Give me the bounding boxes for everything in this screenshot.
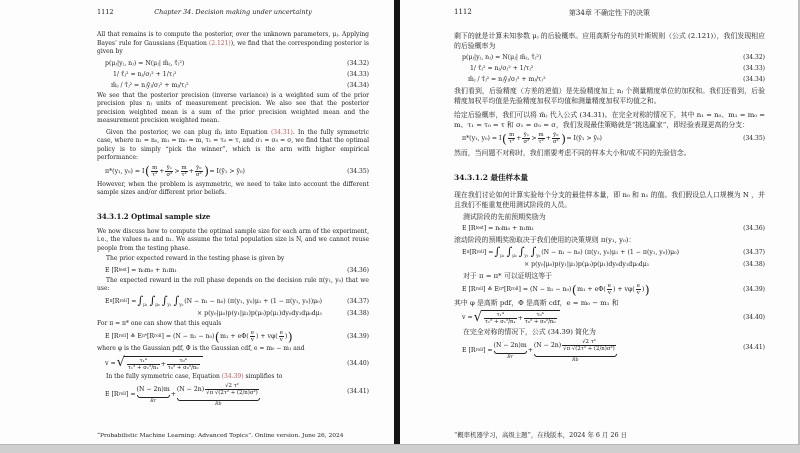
text-run: + xyxy=(527,347,533,355)
text-run: 对于 π = π* 可以证明这等于 xyxy=(463,272,553,281)
fraction: $\frac{\text{τ₁⁴}}{\text{τ₁² + σ₁²/n₁}}$ xyxy=(127,357,159,371)
equation-row xyxy=(97,70,369,79)
subscript: test xyxy=(118,267,127,273)
fraction: $\frac{e}{v}$ xyxy=(279,330,283,344)
equation-number: (34.33) xyxy=(743,65,765,72)
paragraph xyxy=(454,235,765,245)
equation-number: (34.41) xyxy=(743,344,765,352)
equation-row xyxy=(97,266,369,275)
text-run: where φ is the Gaussian pdf, Φ is the Gaussian cdf, e = m₀ − m₁ and xyxy=(97,345,305,353)
page-header xyxy=(454,8,765,17)
text-run: = I(ȳ₁ > ȳ₀) xyxy=(566,135,602,142)
text-run: + xyxy=(188,167,194,175)
text-run: ] ≜ E xyxy=(482,286,500,294)
text-run: ] = xyxy=(125,391,136,399)
section-heading: 34.3.1.2 最佳样本量 xyxy=(454,173,529,182)
subscript: test xyxy=(475,226,484,231)
book-footer: “概率机器学习，高级主题”，在线版本，2024 年 6 月 26 日 xyxy=(454,431,627,439)
book-footer: “Probabilistic Machine Learning: Advanced Topics”. Online version. June 26, 2024 xyxy=(97,433,344,439)
text-run: v = xyxy=(462,314,473,322)
integral-sign: $\int_{\mu_0}$ xyxy=(506,245,517,259)
equation-number: (34.35) xyxy=(347,167,369,175)
text-run: 现在我们讨论如何计算实验每个分支的最佳样本量，即 n₀ 和 n₁ 的值。我们假设总人口规模为 N ，并且我们不能重复使用测试阶段的人员。 xyxy=(454,191,765,209)
text-run: E [R xyxy=(462,225,476,232)
paragraph xyxy=(97,92,369,126)
subscript: roll xyxy=(119,298,127,304)
paragraph xyxy=(97,228,369,254)
big-paren: ) xyxy=(644,282,650,297)
text-run: All that remains is to compute the posterior, over the unknown parameters, μⱼ. Applying Bayes’ rule for Gaussians (Equation xyxy=(97,31,369,47)
equation xyxy=(462,339,618,363)
fraction: $\frac{\text{τ₀⁴}}{\text{τ₀² + σ₀²/n₀}}$ xyxy=(167,357,199,371)
underbrace-group xyxy=(137,386,170,404)
equation-row xyxy=(454,247,765,258)
underbrace xyxy=(534,354,617,358)
text-run: v = xyxy=(105,359,116,367)
big-paren: ( xyxy=(144,164,150,178)
equation-number: (34.32) xyxy=(743,54,765,61)
integral-sign: $\int_{y_0}$ xyxy=(173,293,184,307)
text-run: m̂ⱼ / τ̂ⱼ² = nⱼȳⱼ/σⱼ² + mⱼ/τⱼ² xyxy=(468,76,546,83)
text-run: (N − n₁ − n₀) (π(y₁, y₀)μ₁ + (1 − π(y₁, y₀))μ₀) xyxy=(541,249,680,257)
fraction: $\frac{m}{\text{τ²}}$ xyxy=(152,164,158,178)
text-run: E [R xyxy=(462,286,476,294)
text-run: + xyxy=(170,391,176,399)
equation xyxy=(105,293,323,307)
equation-number: (34.35) xyxy=(743,135,765,142)
equation-number: (34.36) xyxy=(347,266,369,274)
equation xyxy=(470,65,533,72)
equation xyxy=(105,356,204,371)
text-run: ) + vφ( xyxy=(612,286,635,294)
text-run: 其中 φ 是高斯 pdf，Φ 是高斯 cdf，e = m₀ − m₁ 和 xyxy=(454,299,619,308)
underbrace-group xyxy=(534,339,617,363)
equation-number: (34.38) xyxy=(743,261,765,269)
text-run: We see that the posterior precision (inverse variance) is a weighted sum of the prior precision plus nⱼ units of measurement precision. We also see that the posterior precision weighted mean is a sum of the prior precision weighted mean and the measurement precision weighted mean. xyxy=(97,91,369,124)
subscript: roll xyxy=(476,250,484,256)
text-run: 然而，当问题不对称时，我们需要考虑不同的样本大小和/或不同的先验信念。 xyxy=(454,149,691,157)
equation-number: (34.39) xyxy=(347,333,369,341)
text-run: E [R xyxy=(105,333,119,341)
equation-number: (34.38) xyxy=(347,309,369,317)
text-run: [R xyxy=(112,297,120,305)
paragraph xyxy=(97,345,369,354)
underbrace xyxy=(494,351,527,355)
text-run: + xyxy=(159,167,165,175)
equation-number: (34.36) xyxy=(743,225,765,232)
big-paren: ( xyxy=(571,282,577,297)
equation-number: (34.39) xyxy=(743,286,765,294)
equation-row xyxy=(454,283,765,296)
underbrace-label: Rb xyxy=(215,401,222,407)
text-run: [R xyxy=(504,286,512,294)
text-run: The expected reward in the roll phase depends on the decision rule π(y₁, y₀) that we use: xyxy=(97,276,369,292)
fraction: $\frac{\text{ȳ₁}}{\text{σ²}}$ xyxy=(523,132,530,145)
fraction: $\frac{e}{v}$ xyxy=(636,283,640,297)
paragraph xyxy=(454,271,765,281)
equation xyxy=(105,267,177,274)
text-run: × p(y₀|μ₀)p(y₁|μ₁)p(μ₀)p(μ₁)dy₀dy₁dμ₀dμ₁ xyxy=(524,261,650,269)
equation xyxy=(462,247,679,258)
integral-sign: $\int_{\mu_1}$ xyxy=(494,245,505,259)
text-run: ] = xyxy=(126,297,137,305)
text-run: + xyxy=(160,360,166,368)
equation-row xyxy=(454,53,765,62)
equation xyxy=(113,71,176,78)
text-run: + xyxy=(516,135,522,142)
underbrace-group xyxy=(177,383,260,407)
radical: √ $\frac{\text{τ₁⁴}}{\text{τ₁² + σ₁²/n₁}}$ + $\frac{\text{τ₀⁴}}{\text{τ₀² + σ₀²/n₀}}$ xyxy=(474,310,560,325)
underbrace-group xyxy=(494,342,527,360)
text-run: The prior expected reward in the testing phase is given by xyxy=(106,255,285,262)
underbrace xyxy=(137,395,170,399)
equation-row xyxy=(97,330,369,343)
subscript: roll xyxy=(118,334,126,340)
equation-row xyxy=(454,260,765,269)
fraction: $\frac{\text{ȳ₀}}{\text{σ²}}$ xyxy=(552,132,559,145)
paragraph xyxy=(97,31,369,57)
text-run: [R xyxy=(469,249,477,257)
text-run: (N − n₁ − n₀) (π(y₁, y₀)μ₁ + (1 − π(y₁, y₀))μ₀) xyxy=(184,297,323,305)
equation xyxy=(462,283,650,296)
fraction: $\frac{\text{√2 τ²}}{\text{√π √(2τ² + (2/n)σ²)}}$ xyxy=(563,339,615,353)
text-run: E xyxy=(105,297,110,305)
equation xyxy=(462,225,534,232)
equation xyxy=(105,165,245,178)
equation xyxy=(468,76,546,83)
radical: √ $\frac{\text{τ₁⁴}}{\text{τ₁² + σ₁²/n₁}}$ + $\frac{\text{τ₀⁴}}{\text{τ₀² + σ₀²/n₀}}$ xyxy=(117,356,203,371)
integral-sign: $\int_{y_1}$ xyxy=(518,245,529,259)
subscript: roll xyxy=(118,392,126,398)
paragraph xyxy=(454,190,765,210)
underbrace-label: Rr xyxy=(507,354,513,360)
text-run: m₁ + eΦ( xyxy=(577,286,606,294)
text-run: p(μⱼ|yⱼ, nⱼ) = N(μⱼ| m̂ⱼ, τ̂ⱼ²) xyxy=(105,59,185,67)
text-run: (N − 2n)m xyxy=(493,342,527,350)
text-run: 我们看到，后验精度（方差的逆值）是先验精度加上 nⱼ 个测量精度单位的加权和。我们还看到，后验精度加权平均值是先验精度加权平均值和测量精度加权平均值之和。 xyxy=(454,87,765,105)
subscript: roll xyxy=(511,287,519,293)
text-run: ] = (N − n₁ − n₀) xyxy=(161,333,215,341)
chapter-running-head: 第34章 不确定性下的决策 xyxy=(568,9,651,17)
equation xyxy=(524,261,649,268)
paragraph xyxy=(97,255,369,264)
paragraph xyxy=(454,86,765,106)
text-run: ) xyxy=(641,286,645,294)
chapter-running-head: Chapter 34. Decision making under uncertainty xyxy=(154,8,312,16)
subscript: π xyxy=(466,250,470,256)
paragraph xyxy=(97,373,369,382)
big-paren: ( xyxy=(501,131,507,146)
equation-row xyxy=(454,75,765,84)
fraction: $\frac{m}{\text{τ²}}$ xyxy=(538,132,544,145)
text-run: ] ≜ E xyxy=(125,333,143,341)
paragraph xyxy=(97,277,369,294)
equation-number: (34.34) xyxy=(743,76,765,83)
equation xyxy=(105,60,184,67)
text-run: E [R xyxy=(105,391,119,399)
text-run: + xyxy=(517,315,523,323)
viewer-bottom-edge xyxy=(0,444,800,453)
text-run: Given the posterior, we can plug m̂ⱼ into Equation xyxy=(106,128,271,136)
text-run: E [R xyxy=(105,266,119,274)
fraction: $\frac{e}{v}$ xyxy=(607,283,611,297)
text-run: ), we find that the corresponding posterior is given by xyxy=(97,39,369,55)
integral-sign: $\int_{\mu_0}$ xyxy=(149,293,160,307)
paragraph xyxy=(454,148,765,158)
equation-row xyxy=(454,339,765,363)
equation-row xyxy=(97,383,369,407)
fraction: $\frac{\text{τ₁⁴}}{\text{τ₁² + σ₁²/n₁}}$ xyxy=(484,312,516,326)
equation-number: (34.37) xyxy=(743,249,765,257)
equation-number: (34.41) xyxy=(347,388,369,396)
equation-row xyxy=(454,64,765,73)
section-heading: 34.3.1.2 Optimal sample size xyxy=(97,211,211,221)
big-paren: ) xyxy=(287,329,293,344)
text-run: 剩下的就是计算未知参数 μⱼ 的后验概率。应用高斯分布的贝叶斯规则（公式 (2.121)），我们发现相应的后验概率为 xyxy=(454,32,765,50)
equation-row xyxy=(97,165,369,178)
paragraph xyxy=(97,129,369,163)
equation-row xyxy=(454,132,765,145)
text-run: 给定后验概率，我们可以将 m̂ⱼ 代入公式 (34.31)。在完全对称的情况下，其中 n₁ = n₀、m₁ = m₀ = m、τ₁ = τ₀ = τ 和 σ₁ = σ₀ = σ，我们发现最佳策略就是“挑选赢家”，即经验表现更高的分支： xyxy=(454,111,765,129)
fraction: $\frac{\text{τ₀⁴}}{\text{τ₀² + σ₀²/n₀}}$ xyxy=(524,312,556,326)
page-header xyxy=(97,8,369,17)
subscript: π* xyxy=(499,287,504,293)
equation-row xyxy=(97,293,369,307)
equation-number: (34.32) xyxy=(347,59,369,67)
paragraph xyxy=(97,320,369,329)
text-run: × p(y₀|μ₀)p(y₁|μ₁)p(μ₀)p(μ₁)dy₀dy₁dμ₀dμ₁ xyxy=(197,309,323,317)
text-run: However, when the problem is asymmetric, we need to take into account the different sample sizes and/or different prior beliefs. xyxy=(97,180,369,196)
text-run: (N − 2n)m xyxy=(136,386,170,394)
page-left-english xyxy=(0,0,394,445)
text-run: For π = π* one can show that this equals xyxy=(97,319,222,327)
text-run: 滚动阶段的预期奖励取决于我们使用的决策规则 π(y₁, y₀)： xyxy=(454,236,636,244)
equation-row xyxy=(97,309,369,318)
text-run: ] = xyxy=(482,347,493,355)
equation xyxy=(462,310,561,325)
paragraph xyxy=(454,110,765,130)
integral-sign: $\int_{y_1}$ xyxy=(161,293,172,307)
text-run: In the fully symmetric case, Equation xyxy=(106,372,222,380)
text-run: E xyxy=(462,249,467,257)
paragraph xyxy=(454,212,765,222)
text-run: 在完全对称的情况下，公式 (34.39) 简化为 xyxy=(463,328,596,337)
equation xyxy=(197,310,322,317)
page-number: 1112 xyxy=(97,8,114,16)
text-run: > xyxy=(531,135,537,142)
subscript: π xyxy=(109,298,113,304)
big-paren: ( xyxy=(214,329,220,344)
text-run: = I(ȳ₁ > ȳ₀) xyxy=(209,167,245,175)
text-run: ] = n₀m₀ + n₁m₁ xyxy=(483,225,535,232)
text-run: > xyxy=(174,167,180,175)
fraction: $\frac{m}{\text{τ²}}$ xyxy=(181,164,187,178)
equation xyxy=(462,132,602,145)
equation-row xyxy=(454,224,765,233)
text-run: 1/ τ̂ⱼ² = nⱼ/σⱼ² + 1/τⱼ² xyxy=(113,70,177,78)
equation-number: (34.37) xyxy=(347,297,369,305)
equation-ref-link[interactable]: (2.121) xyxy=(208,39,231,47)
integral-sign: $\int_{\mu_1}$ xyxy=(137,293,148,307)
fraction: $\frac{e}{v}$ xyxy=(250,330,254,344)
text-run: simplifies to xyxy=(243,372,283,380)
equation-row xyxy=(97,59,369,68)
paragraph xyxy=(454,298,765,308)
big-paren: ) xyxy=(561,131,566,146)
equation xyxy=(105,330,293,343)
text-run: E [R xyxy=(462,347,476,355)
text-run: 1/ τ̂ⱼ² = nⱼ/σⱼ² + 1/τⱼ² xyxy=(470,65,534,72)
text-run: m₁ + eΦ( xyxy=(220,333,249,341)
text-run: p(μⱼ|yⱼ, nⱼ) = N(μⱼ| m̂ⱼ, τ̂ⱼ²) xyxy=(462,54,542,61)
equation-number: (34.33) xyxy=(347,70,369,78)
text-run: . In the fully symmetric case, where n₁ = n₀, m₁ = m₀ = m, τ₁ = τ₀ = τ, and σ₁ = σ₀ = σ, we find that the optimal policy is to simply “pick the winner”, which is the arm with higher empirical performance: xyxy=(97,128,369,161)
equation-ref-link[interactable]: (34.39) xyxy=(221,372,244,380)
underbrace-label: Rb xyxy=(572,357,579,363)
equation-number: (34.40) xyxy=(347,359,369,367)
paragraph xyxy=(97,181,369,198)
subscript: roll xyxy=(475,287,483,293)
text-run: ] = (N − n₁ − n₀) xyxy=(518,286,572,294)
underbrace-label: Rr xyxy=(150,398,156,404)
text-run: m̂ⱼ / τ̂ⱼ² = nⱼȳⱼ/σⱼ² + mⱼ/τⱼ² xyxy=(111,81,189,89)
paragraph xyxy=(454,327,765,337)
big-paren: ) xyxy=(204,164,209,178)
text-run: (N − 2n) xyxy=(176,386,205,394)
page-right-chinese xyxy=(400,0,800,445)
text-run: 测试阶段的先前预期奖励为 xyxy=(463,213,546,221)
equation xyxy=(462,54,541,61)
fraction: $\frac{\text{√2 τ²}}{\text{√π √(2τ² + (2/n)σ²)}}$ xyxy=(206,383,258,397)
equation-number: (34.40) xyxy=(743,314,765,322)
equation xyxy=(105,383,261,407)
text-run: We now discuss how to compute the optimal sample size for each arm of the experiment, i.e., the values n₀ and n₁. We assume the total population size is N, and we cannot reuse people from the testing phase. xyxy=(97,227,369,252)
text-run: ) + vφ( xyxy=(255,333,278,341)
equation-number: (34.34) xyxy=(347,81,369,89)
text-run: ] = xyxy=(483,249,494,257)
text-run: + xyxy=(545,135,551,142)
equation-ref-link[interactable]: (34.31) xyxy=(270,128,293,136)
text-run: ) xyxy=(284,333,288,341)
equation-row xyxy=(97,356,369,371)
text-run: π*(y₁, y₀) = I xyxy=(462,135,502,142)
equation-row xyxy=(454,310,765,325)
paragraph xyxy=(454,31,765,51)
text-run: (N − 2n) xyxy=(533,342,562,350)
underbrace xyxy=(177,398,260,402)
text-run: π*(y₁, y₀) = I xyxy=(105,167,145,175)
text-run: ] = n₀m₀ + n₁m₁ xyxy=(126,266,178,274)
equation xyxy=(111,82,189,89)
subscript: roll xyxy=(154,334,162,340)
fraction: $\frac{\text{ȳ₀}}{\text{σ²}}$ xyxy=(195,164,202,178)
subscript: roll xyxy=(475,348,483,354)
text-run: [R xyxy=(147,333,155,341)
subscript: π* xyxy=(142,334,147,340)
fraction: $\frac{\text{ȳ₁}}{\text{σ²}}$ xyxy=(166,164,173,178)
integral-sign: $\int_{y_0}$ xyxy=(530,245,541,259)
fraction: $\frac{m}{\text{τ²}}$ xyxy=(509,132,515,145)
page-number: 1112 xyxy=(454,8,472,16)
equation-row xyxy=(97,81,369,90)
